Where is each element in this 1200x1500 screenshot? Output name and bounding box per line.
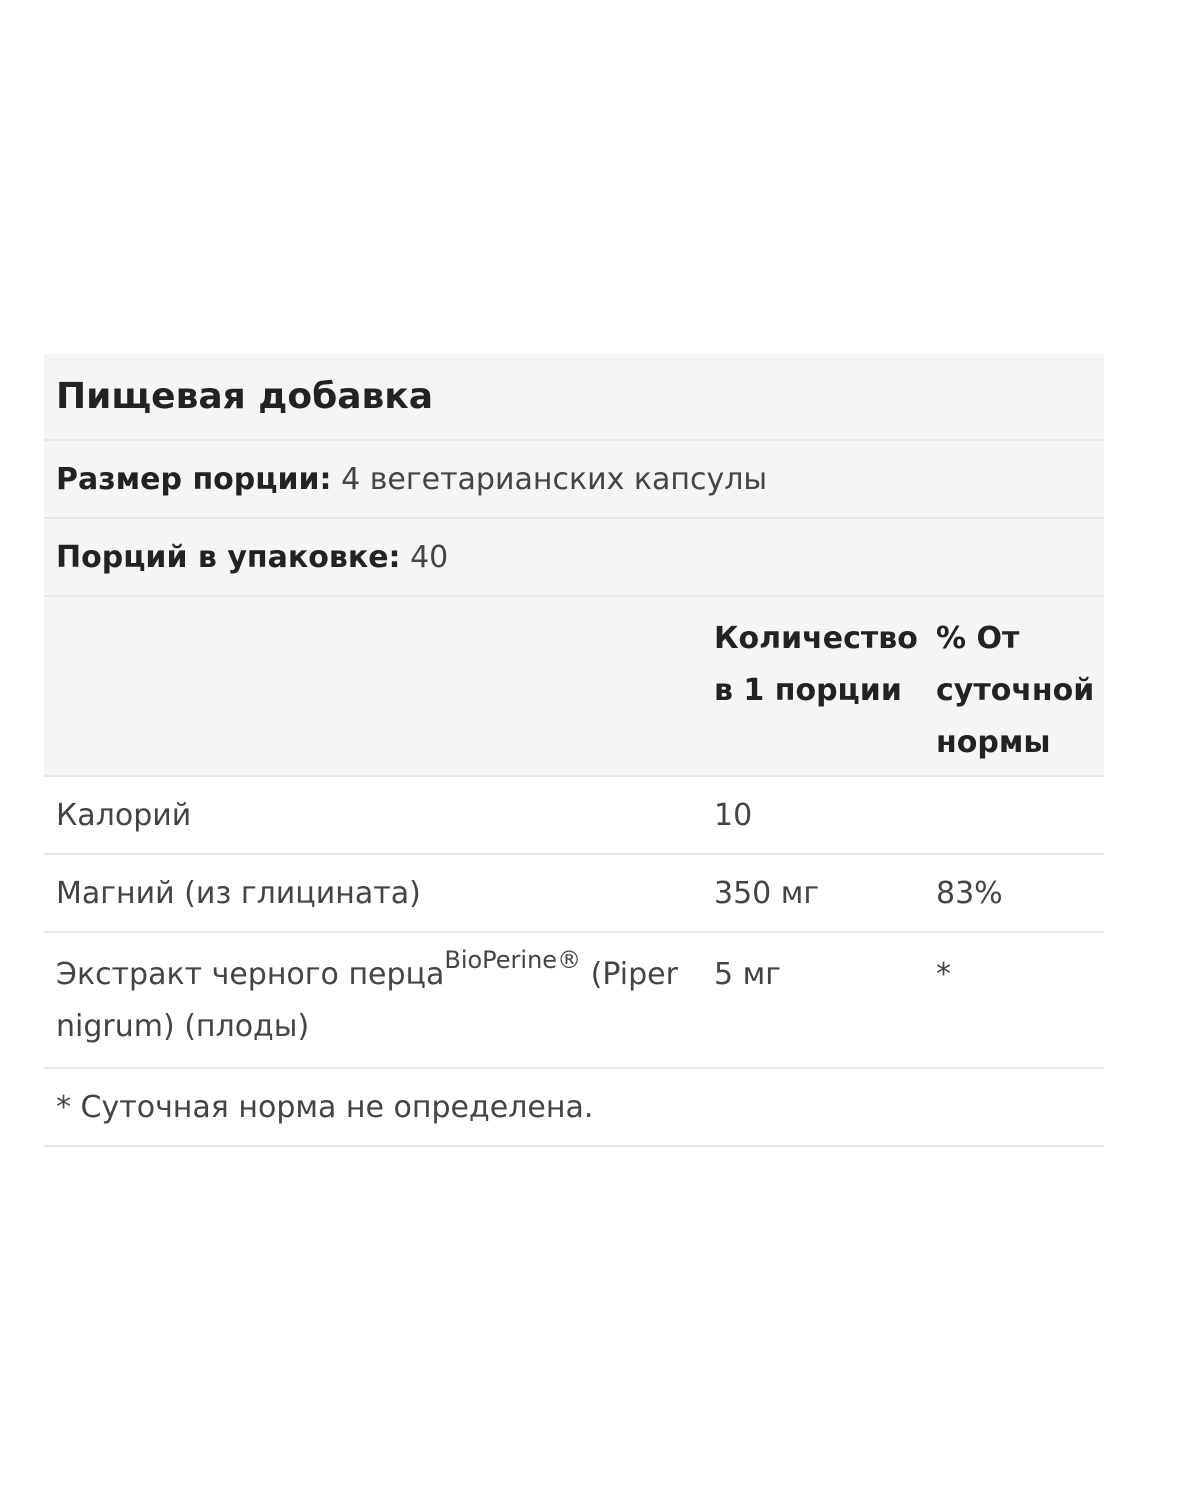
- nutrient-daily-value: *: [936, 957, 951, 992]
- serving-size-label: Размер порции:: [56, 461, 332, 497]
- column-header-row: [44, 597, 1104, 777]
- nutrient-name-main: Экстракт черного перца: [56, 957, 445, 992]
- nutrient-name: [44, 946, 702, 1053]
- nutrient-amount: 10: [714, 797, 753, 833]
- servings-per-container-value: 40: [400, 539, 449, 575]
- table-row: [44, 855, 1104, 933]
- table-row: [44, 933, 1104, 1069]
- table-title: Пищевая добавка: [44, 354, 1104, 441]
- nutrient-column-header: [44, 613, 702, 775]
- nutrient-amount: 350 мг: [714, 875, 820, 911]
- nutrient-daily-value: 83%: [936, 875, 1003, 911]
- daily-value-column-header: % От суточной нормы: [936, 621, 1095, 760]
- supplement-facts-table: [44, 354, 1104, 1147]
- servings-per-container-row: [44, 519, 1104, 597]
- serving-size-value: 4 вегетарианских капсулы: [331, 461, 768, 497]
- nutrient-name: Калорий: [56, 797, 192, 833]
- table-row: [44, 777, 1104, 855]
- footnote: * Суточная норма не определена.: [44, 1069, 1104, 1147]
- serving-size-row: [44, 441, 1104, 519]
- amount-column-header: Количество в 1 порции: [714, 621, 918, 708]
- nutrient-name: Магний (из глицината): [56, 875, 421, 911]
- nutrient-name-tail: (Piper nigrum) (плоды): [56, 957, 678, 1044]
- nutrient-amount: 5 мг: [714, 957, 782, 992]
- trademark-superscript: BioPerine®: [444, 946, 582, 974]
- servings-per-container-label: Порций в упаковке:: [56, 539, 401, 575]
